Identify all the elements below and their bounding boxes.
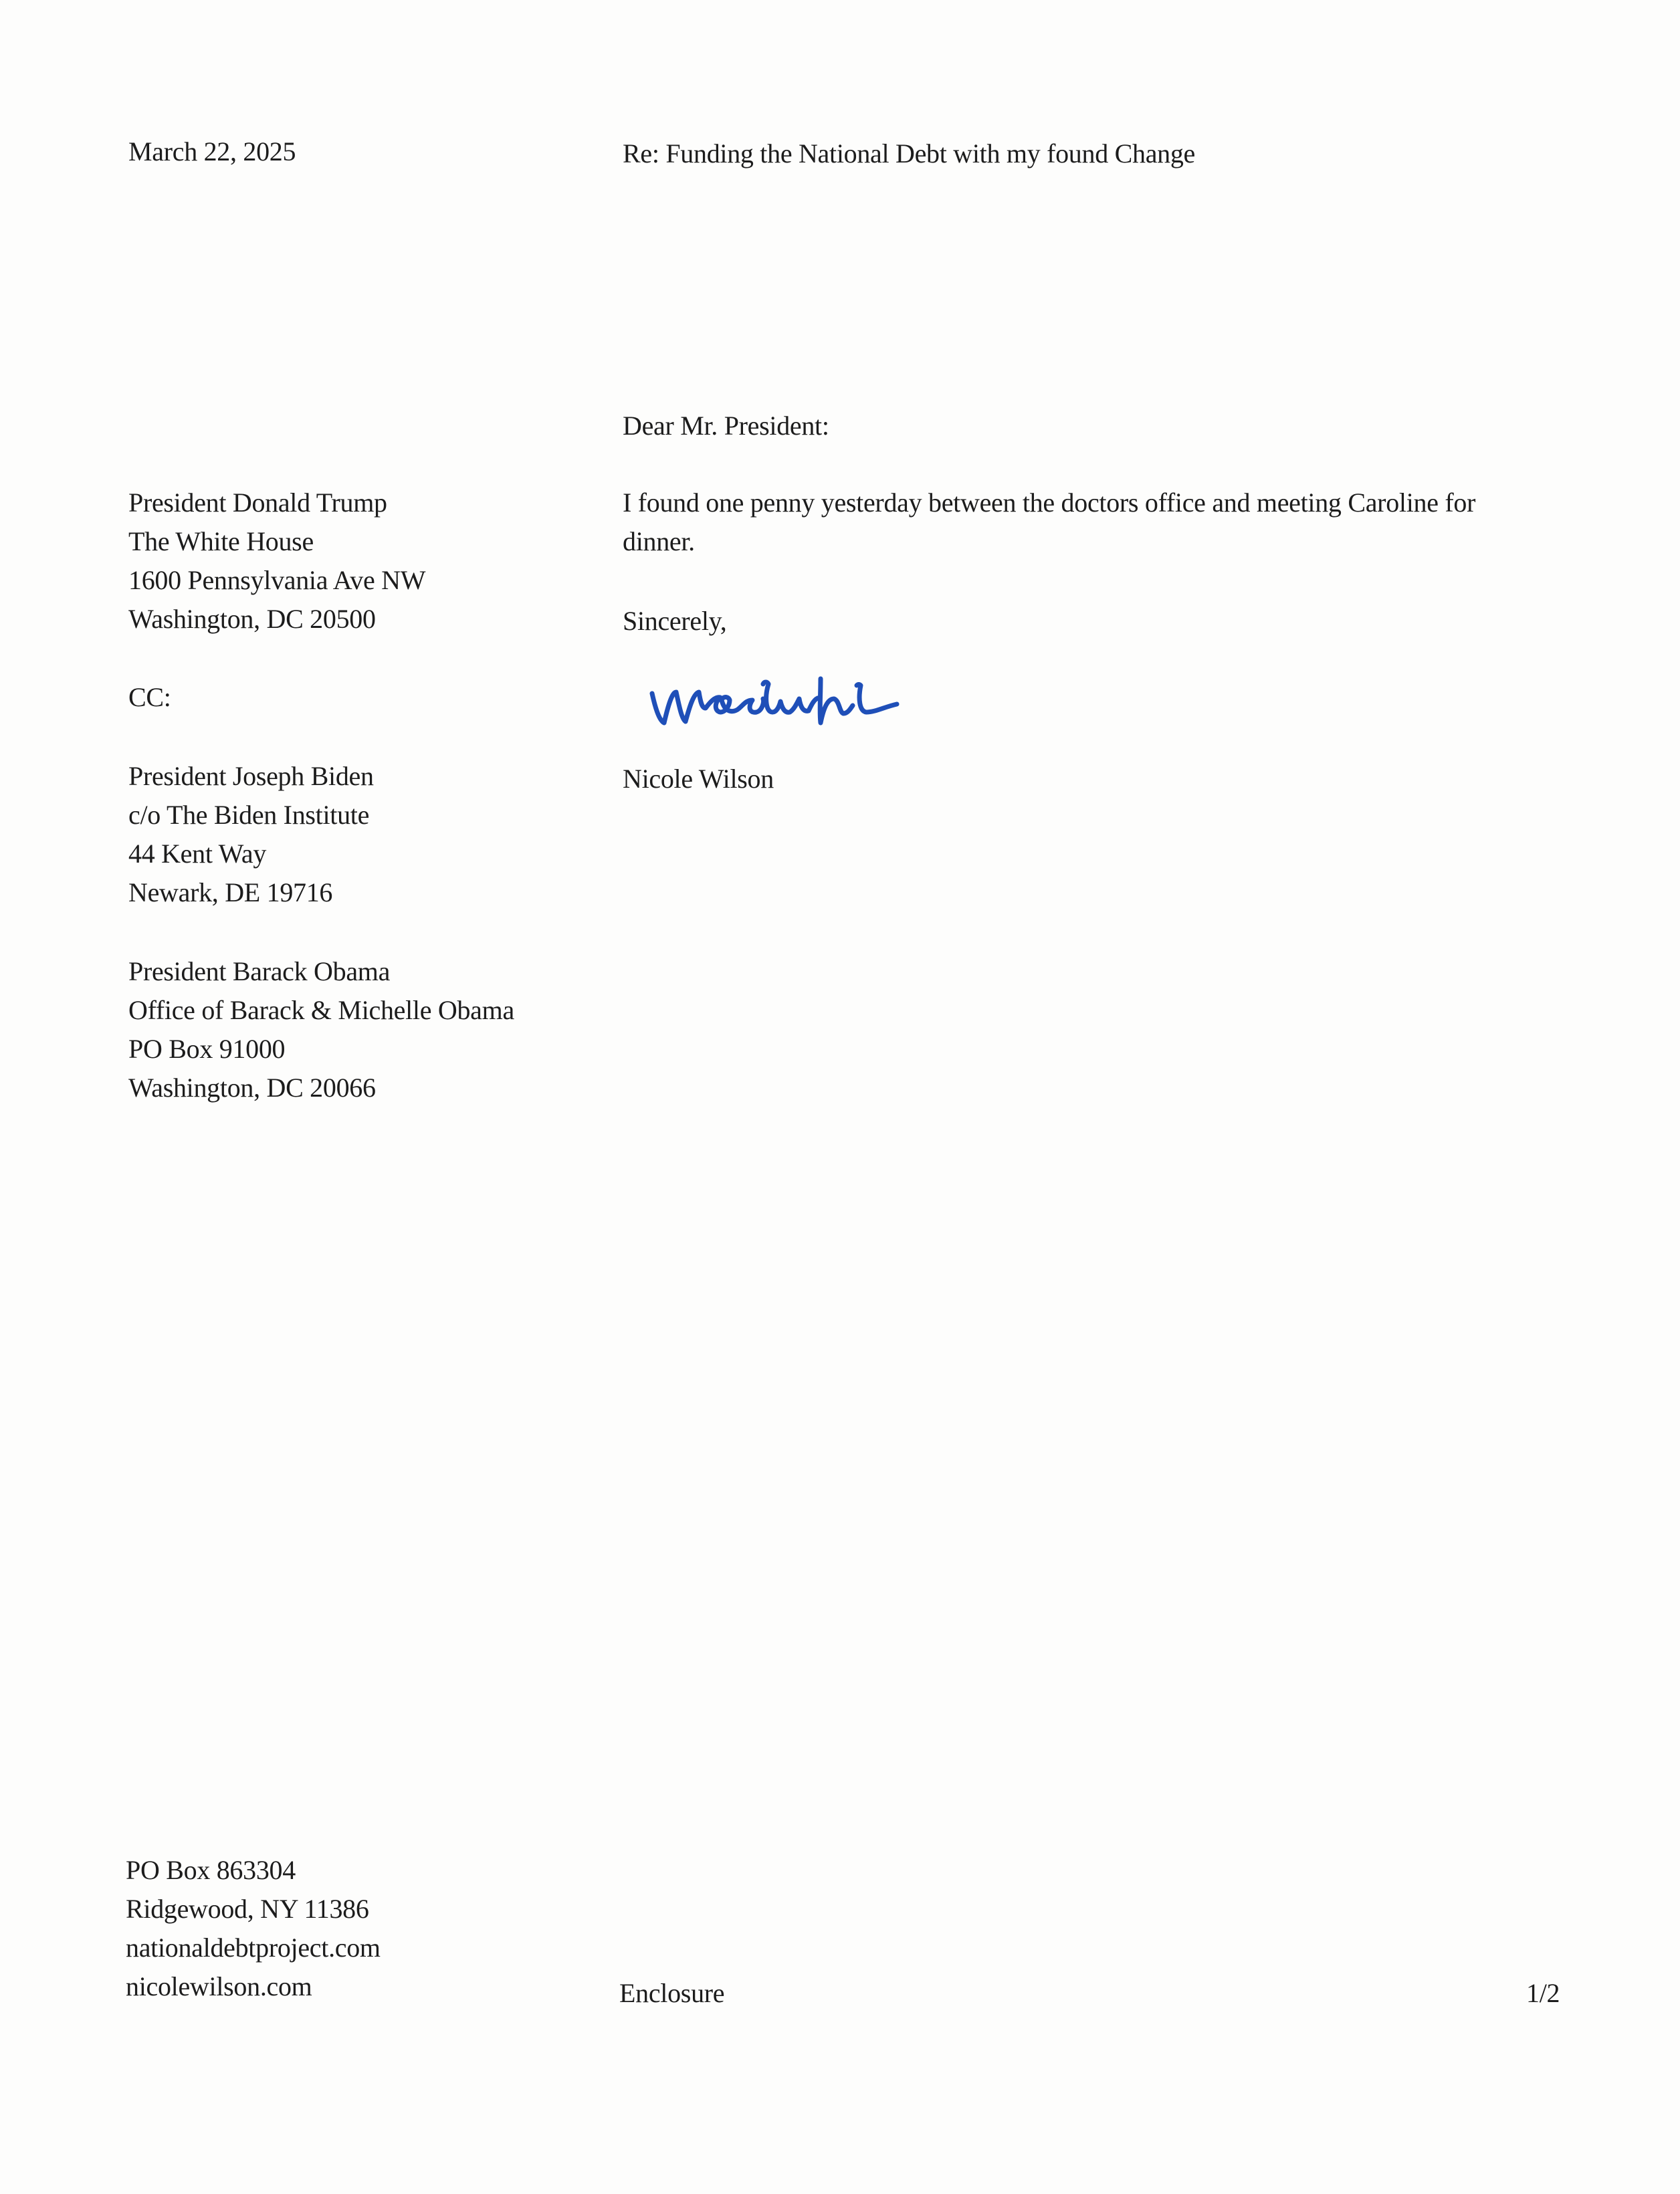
salutation: Dear Mr. President: bbox=[623, 411, 829, 441]
cc-line: Office of Barack & Michelle Obama bbox=[128, 995, 514, 1025]
cc-recipient-biden bbox=[128, 757, 374, 912]
recipient-address bbox=[128, 483, 425, 639]
handwritten-signature bbox=[645, 659, 953, 739]
sender-line: Ridgewood, NY 11386 bbox=[126, 1894, 369, 1924]
closing: Sincerely, bbox=[623, 606, 727, 636]
enclosure-note: Enclosure bbox=[619, 1978, 725, 2008]
recipient-line: 1600 Pennsylvania Ave NW bbox=[128, 565, 426, 595]
letter-body: I found one penny yesterday between the doctors office and meeting Caroline for dinner. bbox=[623, 487, 1476, 556]
cc-line: 44 Kent Way bbox=[128, 839, 267, 869]
cc-line: PO Box 91000 bbox=[128, 1034, 286, 1064]
cc-recipient-obama bbox=[128, 952, 514, 1107]
letter-subject: Re: Funding the National Debt with my found Change bbox=[623, 138, 1195, 169]
cc-line: Washington, DC 20066 bbox=[128, 1073, 376, 1103]
recipient-line: The White House bbox=[128, 526, 314, 556]
cc-line: c/o The Biden Institute bbox=[128, 800, 370, 830]
recipient-line: President Donald Trump bbox=[128, 487, 387, 518]
cc-line: President Barack Obama bbox=[128, 956, 391, 986]
cc-line: President Joseph Biden bbox=[128, 761, 374, 791]
cc-line: Newark, DE 19716 bbox=[128, 877, 333, 907]
page-number: 1/2 bbox=[1526, 1978, 1560, 2008]
signer-name: Nicole Wilson bbox=[623, 764, 774, 794]
sender-line: PO Box 863304 bbox=[126, 1855, 296, 1885]
sender-website[interactable]: nationaldebtproject.com bbox=[126, 1933, 381, 1963]
sender-website[interactable]: nicolewilson.com bbox=[126, 1971, 312, 2001]
cc-label: CC: bbox=[128, 682, 171, 712]
recipient-line: Washington, DC 20500 bbox=[128, 604, 376, 634]
letter-date: March 22, 2025 bbox=[128, 136, 296, 167]
sender-address bbox=[126, 1851, 381, 2006]
